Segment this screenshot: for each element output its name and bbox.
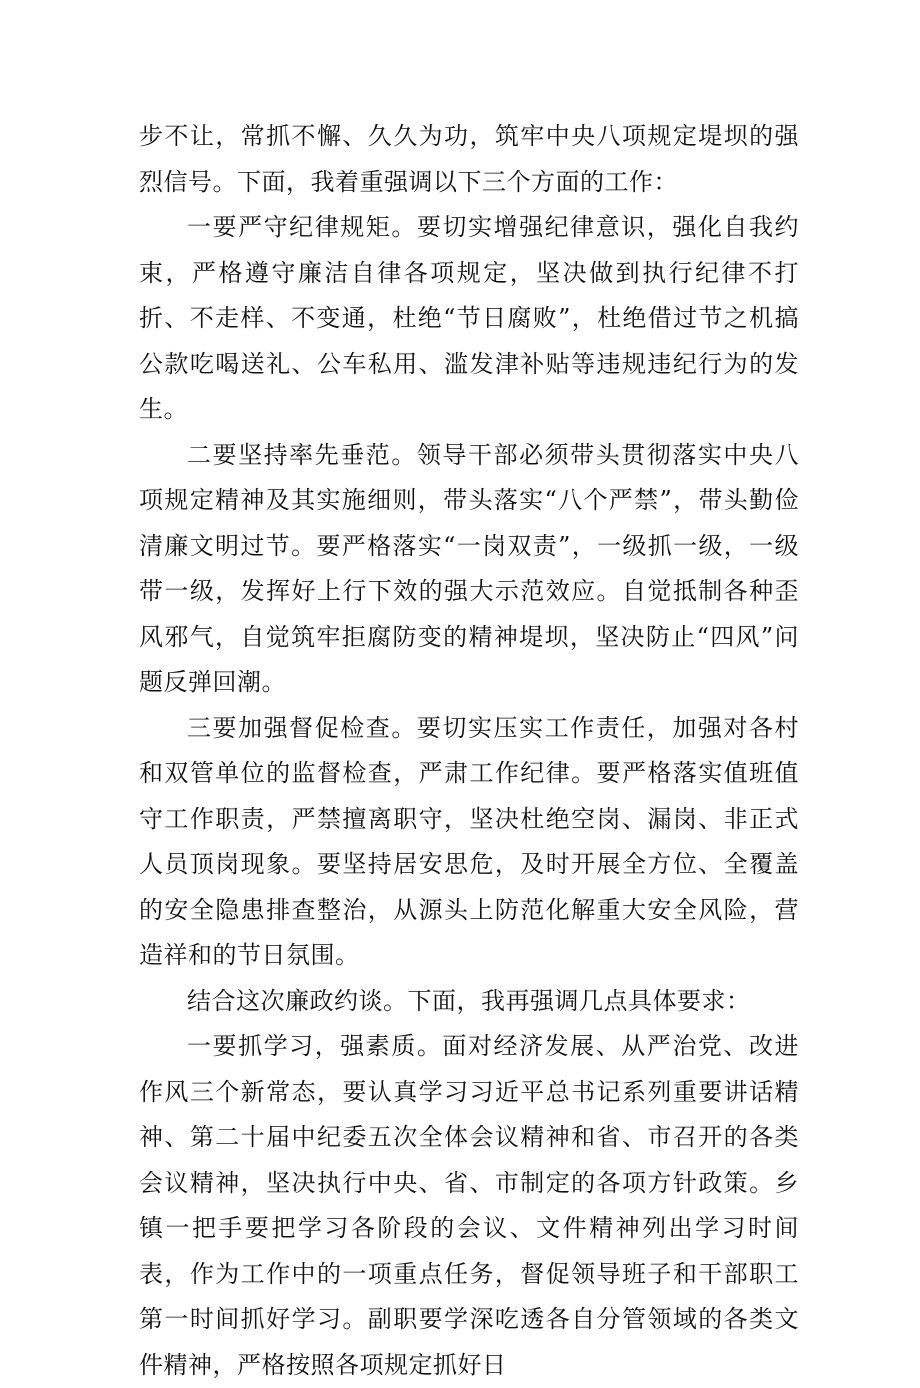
paragraph-continuation: 步不让，常抓不懈、久久为功，筑牢中央八项规定堤坝的强烈信号。下面，我着重强调以下三个方面的工作： [139, 122, 799, 196]
document-body [139, 114, 799, 1388]
paragraph-leadership: 二要坚持率先垂范。领导干部必须带头贯彻落实中央八项规定精神及其实施细则，带头落实“八个严禁”，带头勤俭清廉文明过节。要严格落实“一岗双责”，一级抓一级，一级带一级，发挥好上行下效的强大示范效应。自觉抵制各种歪风邪气，自觉筑牢拒腐防变的精神堤坝，坚决防止“四风”问题反弹回潮。 [139, 440, 799, 696]
paragraph-study: 一要抓学习，强素质。面对经济发展、从严治党、改进作风三个新常态，要认真学习习近平总书记系列重要讲话精神、第二十届中纪委五次全体会议精神和省、市召开的各类会议精神，坚决执行中央、省、市制定的各项方针政策。乡镇一把手要把学习各阶段的会议、文件精神列出学习时间表，作为工作中的一项重点任务，督促领导班子和干部职工第一时间抓好学习。副职要学深吃透各自分管领域的各类文件精神，严格按照各项规定抓好日 [139, 1032, 799, 1379]
paragraph-transition: 结合这次廉政约谈。下面，我再强调几点具体要求： [187, 986, 751, 1015]
paragraph-discipline: 一要严守纪律规矩。要切实增强纪律意识，强化自我约束，严格遵守廉洁自律各项规定，坚决做到执行纪律不打折、不走样、不变通，杜绝“节日腐败”，杜绝借过节之机搞公款吃喝送礼、公车私用、滥发津补贴等违规违纪行为的发生。 [139, 213, 799, 423]
paragraph-inspection: 三要加强督促检查。要切实压实工作责任，加强对各村和双管单位的监督检查，严肃工作纪律。要严格落实值班值守工作职责，严禁擅离职守，坚决杜绝空岗、漏岗、非正式人员顶岗现象。要坚持居安思危，及时开展全方位、全覆盖的安全隐患排查整治，从源头上防范化解重大安全风险，营造祥和的节日氛围。 [139, 713, 799, 969]
